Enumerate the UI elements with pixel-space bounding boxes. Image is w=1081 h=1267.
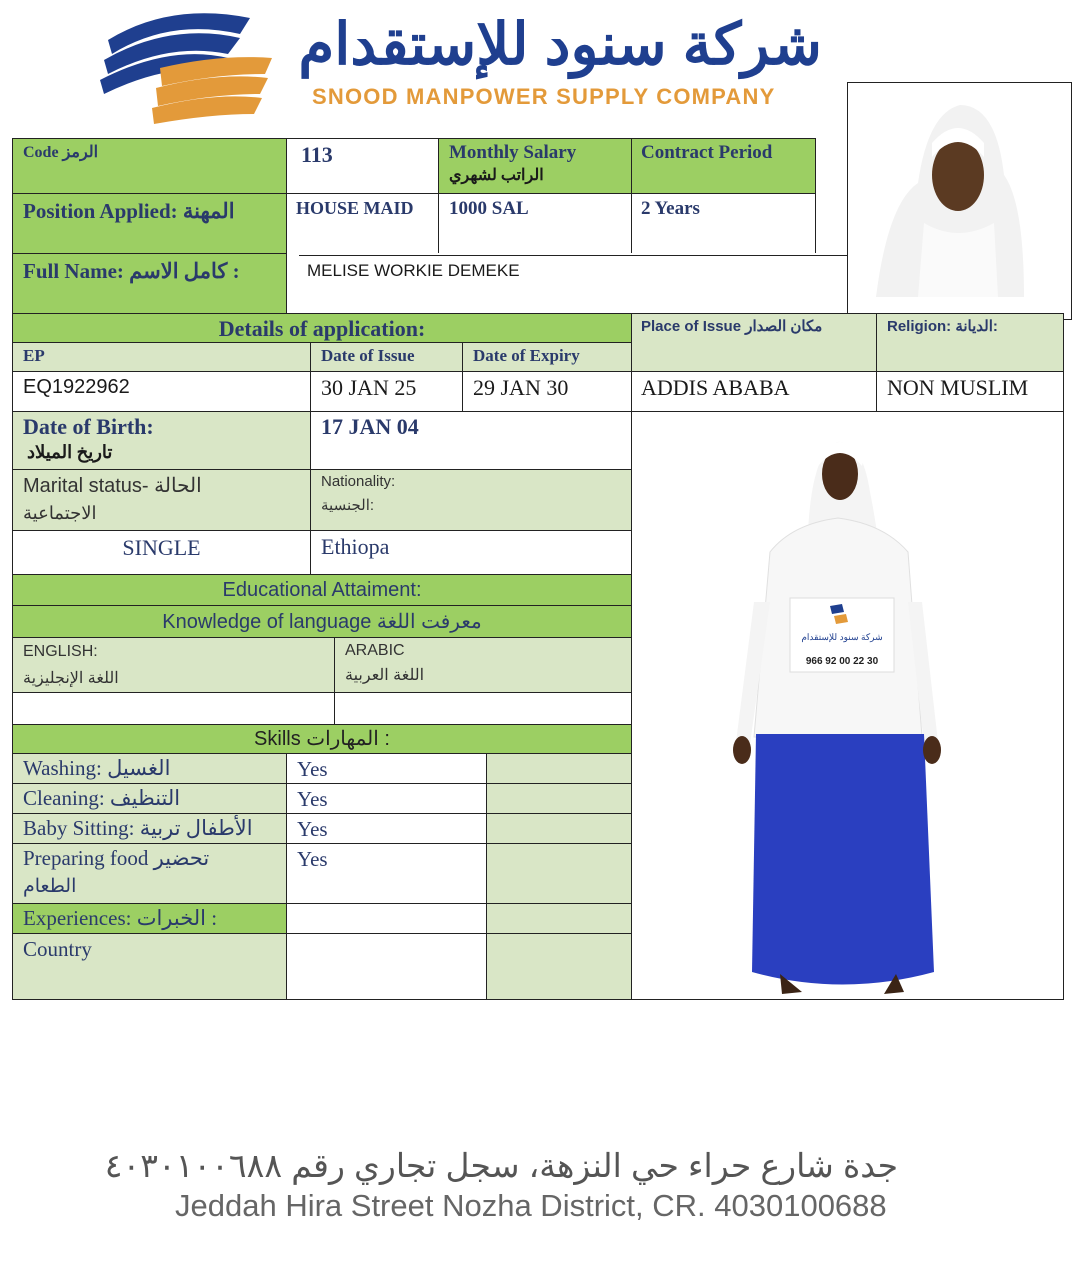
position-label-cell [12,193,287,254]
expiry-label: Date of Expiry [473,346,580,365]
salary-label-cell [438,138,632,194]
skill-washing-value: Yes [297,757,328,781]
skill-babysitting-value: Yes [297,817,328,841]
ep-label: EP [23,346,45,365]
marital-value: SINGLE [122,535,201,560]
application-title-cell [12,313,632,343]
english-value-cell [12,692,335,725]
arabic-label-cell [334,637,632,693]
experiences-label-cell [12,903,287,934]
arabic-label-ar: اللغة العربية [345,667,425,684]
education-title: Educational Attaiment: [222,579,422,601]
period-label-cell [631,138,816,194]
salary-value: 1000 SAL [449,198,529,219]
marital-label-ar: الاجتماعية [23,503,97,523]
application-title: Details of application: [218,316,426,341]
skill-row-value [286,753,487,784]
name-value: MELISE WORKIE DEMEKE [307,261,520,280]
country-extra-cell [486,933,632,1000]
skill-food-label-2: الطعام [23,876,77,897]
skill-row-label [12,843,287,904]
skills-title: Skills المهارات : [254,728,390,750]
education-title-cell [12,574,632,606]
dob-label-ar: تاريخ الميلاد [27,442,113,462]
skill-row-label [12,753,287,784]
english-label-cell [12,637,335,693]
dob-label-cell [12,411,311,470]
skill-row-extra [486,813,632,844]
skill-cleaning-value: Yes [297,787,328,811]
expiry-value: 29 JAN 30 [473,375,569,400]
english-label-ar: اللغة الإنجليزية [23,670,119,687]
skill-food-value: Yes [297,847,328,871]
company-name-en: SNOOD MANPOWER SUPPLY COMPANY [312,84,776,109]
religion-label-cell [876,313,1064,372]
issue-value: 30 JAN 25 [321,375,417,400]
snood-logo-icon [100,8,275,124]
issue-value-cell [310,371,463,412]
name-label: Full Name: كامل الاسم : [23,259,240,283]
svg-text:شركة سنود للإستقدام: شركة سنود للإستقدام [801,632,883,642]
english-label: ENGLISH: [23,643,98,660]
marital-value-cell [12,530,311,575]
skill-food-label: Preparing food تحضير [23,846,210,870]
period-label: Contract Period [641,142,773,163]
skill-row-value [286,813,487,844]
skill-row-extra [486,843,632,904]
position-label: Position Applied: المهنة [23,199,235,223]
full-body-photo-icon [632,412,1063,999]
place-label: Place of Issue مكان الصدار [641,318,823,335]
arabic-value-cell [334,692,632,725]
issue-label: Date of Issue [321,346,415,365]
footer-address-ar: جدة شارع حراء حي النزهة، سجل تجاري رقم ٤٠٣٠١٠٠٦٨٨ [104,1147,898,1184]
place-value: ADDIS ABABA [641,375,790,400]
skill-cleaning-label: Cleaning: التنظيف [23,786,181,810]
company-name-ar: شركة سنود للإستقدام [298,12,822,77]
marital-label-cell [12,469,311,531]
name-label-cell [12,253,287,314]
language-title: Knowledge of language معرفت اللغة [162,611,482,633]
footer-address-en: Jeddah Hira Street Nozha District, CR. 4030100688 [175,1188,887,1223]
code-label: Code الرمز [23,144,99,161]
period-value: 2 Years [641,198,700,219]
expiry-value-cell [462,371,632,412]
position-value-cell [286,193,439,254]
nationality-label-cell [310,469,632,531]
code-value: 113 [301,142,333,167]
skill-row-label [12,783,287,814]
skill-row-extra [486,783,632,814]
religion-value: NON MUSLIM [887,375,1029,400]
dob-value: 17 JAN 04 [321,414,419,439]
place-label-cell [631,313,877,372]
marital-label: Marital status- الحالة [23,475,202,497]
country-label: Country [23,937,92,961]
country-value-cell [286,933,487,1000]
salary-label: Monthly Salary [449,142,577,163]
experiences-label: Experiences: الخبرات : [23,906,218,930]
experiences-extra-cell [486,903,632,934]
salary-value-cell [438,193,632,254]
name-value-cell [286,253,848,314]
nationality-label: Nationality: [321,473,396,490]
full-body-photo [631,411,1064,1000]
expiry-label-cell [462,342,632,372]
period-value-cell [631,193,816,254]
experiences-value-cell [286,903,487,934]
arabic-label: ARABIC [345,642,405,659]
skill-row-label [12,813,287,844]
religion-label: Religion: الديانة: [887,318,998,335]
issue-label-cell [310,342,463,372]
ep-value: EQ1922962 [23,376,130,398]
religion-value-cell [876,371,1064,412]
skill-row-value [286,783,487,814]
nationality-value: Ethiopa [321,534,390,559]
portrait-photo [847,82,1072,320]
nationality-label-ar: الجنسية: [321,497,375,514]
code-label-cell [12,138,287,194]
portrait-photo-icon [848,83,1071,319]
ep-value-cell [12,371,311,412]
shirt-phone: 966 92 00 22 30 [805,656,879,667]
company-logo [100,8,275,124]
dob-value-cell [310,411,632,470]
skill-babysitting-label: Baby Sitting: الأطفال تربية [23,816,253,840]
position-value: HOUSE MAID [296,198,414,218]
country-label-cell [12,933,287,1000]
dob-label: Date of Birth: [23,414,154,439]
ep-label-cell [12,342,311,372]
language-title-cell [12,605,632,638]
code-value-cell [286,138,439,194]
skill-row-extra [486,753,632,784]
skill-washing-label: Washing: الغسيل [23,756,171,780]
skill-row-value [286,843,487,904]
nationality-value-cell [310,530,632,575]
place-value-cell [631,371,877,412]
skills-title-cell [12,724,632,754]
salary-label-ar: الراتب لشهري [449,167,544,184]
